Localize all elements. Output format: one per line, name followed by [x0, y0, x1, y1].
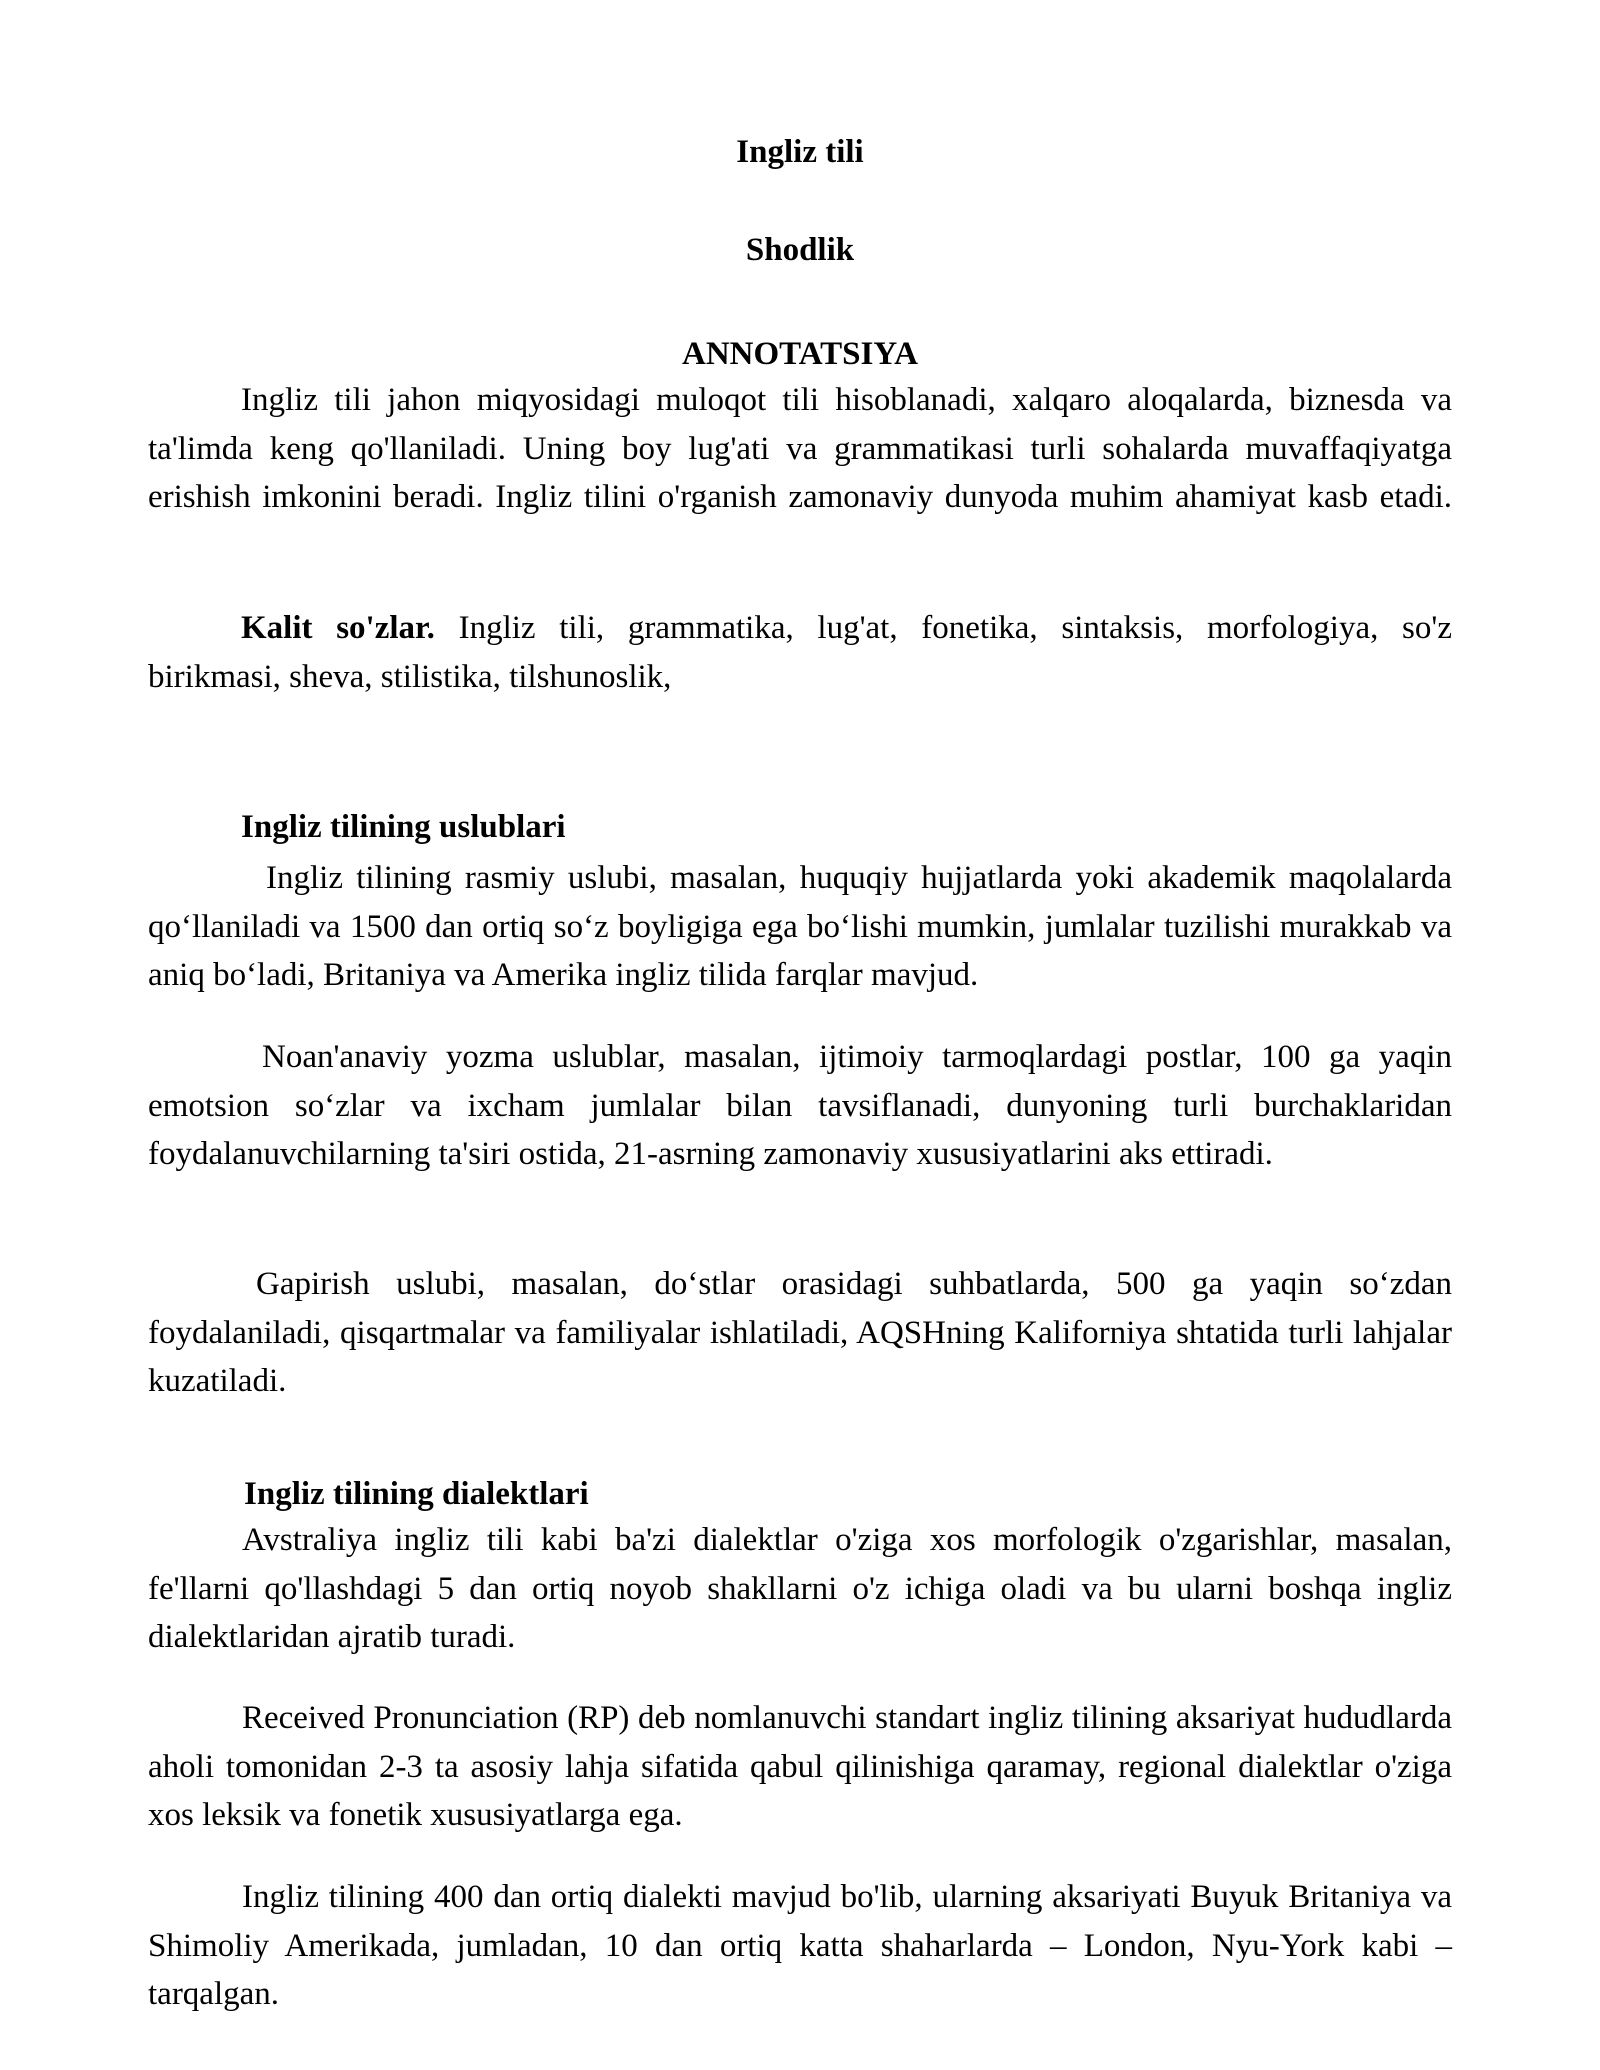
document-page — [148, 0, 1452, 2070]
document-subject-title: Ingliz tili — [736, 134, 864, 170]
document-author: Shodlik — [745, 232, 855, 268]
styles-paragraph-1: Ingliz tilining rasmiy uslubi, masalan, huquqiy hujjatlarda yoki akademik maqolalarda qo‘llaniladi va 1500 dan ortiq so‘z boyligiga ega bo‘lishi mumkin, jumlalar tuzilishi murakkab va aniq bo‘ladi, Britaniya va Amerika ingliz tilida farqlar mavjud. — [148, 860, 1452, 993]
section-heading-styles: Ingliz tilining uslublari — [241, 809, 566, 845]
keywords-text: Ingliz tili, grammatika, lug'at, fonetika, sintaksis, morfologiya, so'z birikmasi, sheva, stilistika, tilshunoslik, — [148, 610, 1452, 695]
keywords-label: Kalit so'zlar. — [241, 610, 435, 646]
dialects-paragraph-3: Ingliz tilining 400 dan ortiq dialekti mavjud bo'lib, ularning aksariyati Buyuk Britaniya va Shimoliy Amerikada, jumladan, 10 dan ortiq katta shaharlarda – London, Nyu-York kabi – tarqalgan. — [148, 1879, 1452, 2012]
annotation-paragraph: Ingliz tili jahon miqyosidagi muloqot tili hisoblanadi, xalqaro aloqalarda, biznesda va ta'limda keng qo'llaniladi. Uning boy lug'ati va grammatikasi turli sohalarda muvaffaqiyatga erishish imkonini beradi. Ingliz tilini o'rganish zamonaviy dunyoda muhim ahamiyat kasb etadi. — [148, 382, 1452, 515]
dialects-paragraph-1: Avstraliya ingliz tili kabi ba'zi dialektlar o'ziga xos morfologik o'zgarishlar, masalan, fe'llarni qo'llashdagi 5 dan ortiq noyob shakllarni o'z ichiga oladi va bu ularni boshqa ingliz dialektlaridan ajratib turadi. — [148, 1522, 1452, 1655]
styles-paragraph-2: Noan'anaviy yozma uslublar, masalan, ijtimoiy tarmoqlardagi postlar, 100 ga yaqin emotsion so‘zlar va ixcham jumlalar bilan tavsiflanadi, dunyoning turli burchaklaridan foydalanuvchilarning ta'siri ostida, 21-asrning zamonaviy xususiyatlarini aks ettiradi. — [148, 1039, 1452, 1172]
dialects-paragraph-2: Received Pronunciation (RP) deb nomlanuvchi standart ingliz tilining aksariyat hududlarda aholi tomonidan 2-3 ta asosiy lahja sifatida qabul qilinishiga qaramay, regional dialektlar o'ziga xos leksik va fonetik xususiyatlarga ega. — [148, 1700, 1452, 1833]
styles-paragraph-3: Gapirish uslubi, masalan, do‘stlar orasidagi suhbatlarda, 500 ga yaqin so‘zdan foydalaniladi, qisqartmalar va familiyalar ishlatiladi, AQSHning Kaliforniya shtatida turli lahjalar kuzatiladi. — [148, 1266, 1452, 1399]
keywords-paragraph — [148, 604, 1452, 701]
annotation-heading: ANNOTATSIYA — [682, 336, 918, 372]
section-heading-dialects: Ingliz tilining dialektlari — [244, 1476, 589, 1512]
